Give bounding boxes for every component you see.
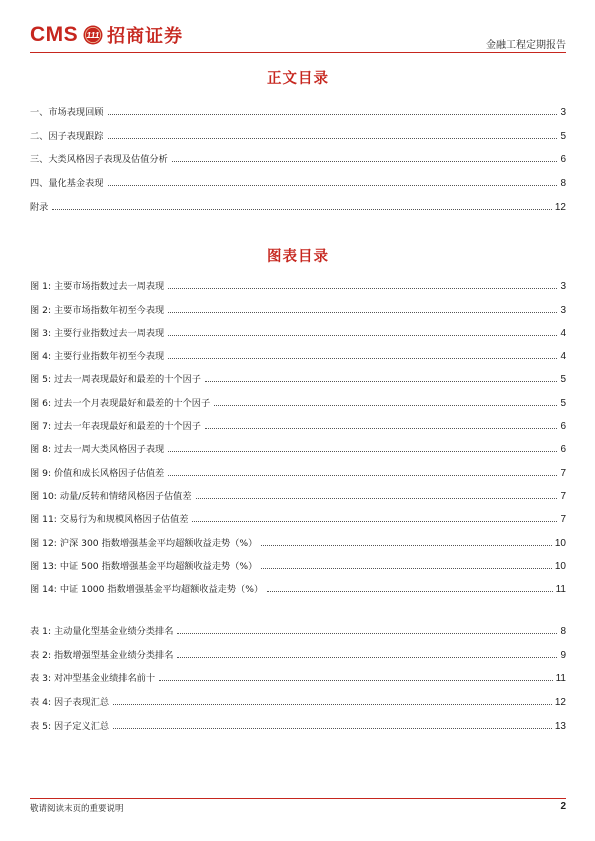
toc-entry-title[interactable]: 表 4: 因子表现汇总 [30,697,110,709]
toc-entry-page[interactable]: 8 [560,625,566,637]
dot-leader [168,288,557,289]
figure-toc-entry[interactable] [30,479,566,502]
toc-entry-page[interactable]: 6 [560,154,566,166]
dot-leader [261,545,552,546]
dot-leader [113,704,552,705]
table-toc-list [30,613,566,732]
figure-toc-entry[interactable] [30,432,566,455]
dot-leader [52,209,552,210]
toc-entry-page[interactable]: 11 [555,584,566,596]
company-logo [30,22,183,48]
logo-seal-icon [83,25,103,45]
body-toc-list [30,94,566,213]
figure-toc-entry[interactable] [30,269,566,292]
toc-entry-page[interactable]: 12 [554,697,566,709]
toc-entry-page[interactable]: 7 [560,490,566,502]
table-toc-entry[interactable] [30,613,566,637]
toc-entry-title[interactable]: 图 4: 主要行业指数年初至今表现 [30,351,165,363]
toc-entry-page[interactable]: 3 [560,106,566,118]
dot-leader [261,568,552,569]
toc-entry-title[interactable]: 图 7: 过去一年表现最好和最差的十个因子 [30,421,201,433]
toc-entry-page[interactable]: 5 [560,374,566,386]
dot-leader [168,335,557,336]
figure-toc-entry[interactable] [30,572,566,595]
toc-entry[interactable] [30,118,566,142]
dot-leader [168,451,557,452]
toc-entry-page[interactable]: 6 [560,444,566,456]
figure-toc-entry[interactable] [30,316,566,339]
dot-leader [205,428,557,429]
figure-toc-title: 图表目录 [267,249,329,265]
toc-entry-title[interactable]: 图 12: 沪深 300 指数增强基金平均超额收益走势（%） [30,537,258,549]
toc-entry-title[interactable]: 图 14: 中证 1000 指数增强基金平均超额收益走势（%） [30,584,264,596]
logo-seal-text: 111 [86,30,100,41]
toc-entry-page[interactable]: 7 [560,514,566,526]
toc-entry-title[interactable]: 二、因子表现跟踪 [30,130,104,142]
dot-leader [214,405,557,406]
logo-cms-text: CMS [30,23,79,46]
toc-entry[interactable] [30,165,566,189]
toc-entry-title[interactable]: 附录 [30,201,49,213]
dot-leader [108,185,558,186]
toc-entry-page[interactable]: 11 [555,673,566,685]
header-divider [30,52,566,53]
toc-entry-page[interactable]: 12 [554,201,566,213]
figure-toc-entry[interactable] [30,525,566,548]
toc-entry-page[interactable]: 3 [560,281,566,293]
dot-leader [168,312,557,313]
toc-entry-page[interactable]: 4 [560,351,566,363]
table-toc-entry[interactable] [30,661,566,685]
toc-entry-title[interactable]: 图 9: 价值和成长风格因子估值差 [30,467,165,479]
toc-entry-page[interactable]: 8 [560,178,566,190]
toc-entry-title[interactable]: 表 3: 对冲型基金业绩排名前十 [30,673,156,685]
toc-entry-page[interactable]: 7 [560,467,566,479]
page-header [30,18,566,56]
dot-leader [196,498,558,499]
toc-entry-page[interactable]: 5 [560,130,566,142]
table-toc-entry[interactable] [30,637,566,661]
figure-toc-entry[interactable] [30,455,566,478]
body-toc-title: 正文目录 [267,71,329,87]
figure-toc-entry[interactable] [30,549,566,572]
dot-leader [192,521,557,522]
toc-entry-title[interactable]: 四、量化基金表现 [30,178,104,190]
dot-leader [172,161,558,162]
figure-toc-entry[interactable] [30,502,566,525]
toc-entry-title[interactable]: 图 3: 主要行业指数过去一周表现 [30,327,165,339]
toc-entry[interactable] [30,142,566,166]
footer-divider [30,798,566,799]
toc-entry-title[interactable]: 表 2: 指数增强型基金业绩分类排名 [30,649,174,661]
toc-entry-title[interactable]: 图 13: 中证 500 指数增强基金平均超额收益走势（%） [30,560,258,572]
document-type: 金融工程定期报告 [486,40,566,51]
footer-disclaimer: 敬请阅读末页的重要说明 [30,804,124,814]
toc-entry-title[interactable]: 图 11: 交易行为和规模风格因子估值差 [30,514,189,526]
toc-entry-page[interactable]: 6 [560,421,566,433]
dot-leader [177,657,557,658]
toc-entry-title[interactable]: 图 10: 动量/反转和情绪风格因子估值差 [30,490,192,502]
toc-entry[interactable] [30,94,566,118]
toc-entry-title[interactable]: 表 5: 因子定义汇总 [30,720,110,732]
page-number: 2 [560,801,566,812]
figure-toc-entry[interactable] [30,362,566,385]
toc-entry-page[interactable]: 10 [554,560,566,572]
toc-entry[interactable] [30,189,566,213]
table-toc-entry[interactable] [30,708,566,732]
toc-entry-title[interactable]: 一、市场表现回顾 [30,106,104,118]
table-toc-entry[interactable] [30,684,566,708]
dot-leader [177,633,557,634]
dot-leader [108,114,558,115]
toc-entry-title[interactable]: 图 1: 主要市场指数过去一周表现 [30,281,165,293]
toc-entry-page[interactable]: 4 [560,327,566,339]
toc-entry-page[interactable]: 9 [560,649,566,661]
figure-toc-entry[interactable] [30,339,566,362]
dot-leader [267,591,552,592]
figure-toc-entry[interactable] [30,385,566,408]
dot-leader [168,475,557,476]
dot-leader [205,381,557,382]
toc-entry-title[interactable]: 表 1: 主动量化型基金业绩分类排名 [30,625,174,637]
toc-entry-page[interactable]: 5 [560,397,566,409]
toc-entry-page[interactable]: 10 [554,537,566,549]
toc-entry-page[interactable]: 13 [554,720,566,732]
figure-toc-list [30,269,566,595]
dot-leader [168,358,557,359]
toc-entry-page[interactable]: 3 [560,304,566,316]
dot-leader [113,728,552,729]
dot-leader [159,680,553,681]
figure-toc-entry[interactable] [30,292,566,315]
toc-entry-title[interactable]: 图 8: 过去一周大类风格因子表现 [30,444,165,456]
toc-entry-title[interactable]: 三、大类风格因子表现及估值分析 [30,154,168,166]
toc-entry-title[interactable]: 图 2: 主要市场指数年初至今表现 [30,304,165,316]
dot-leader [108,138,558,139]
toc-entry-title[interactable]: 图 5: 过去一周表现最好和最差的十个因子 [30,374,201,386]
logo-chinese-name: 招商证券 [107,26,184,47]
toc-entry-title[interactable]: 图 6: 过去一个月表现最好和最差的十个因子 [30,397,211,409]
figure-toc-entry[interactable] [30,409,566,432]
